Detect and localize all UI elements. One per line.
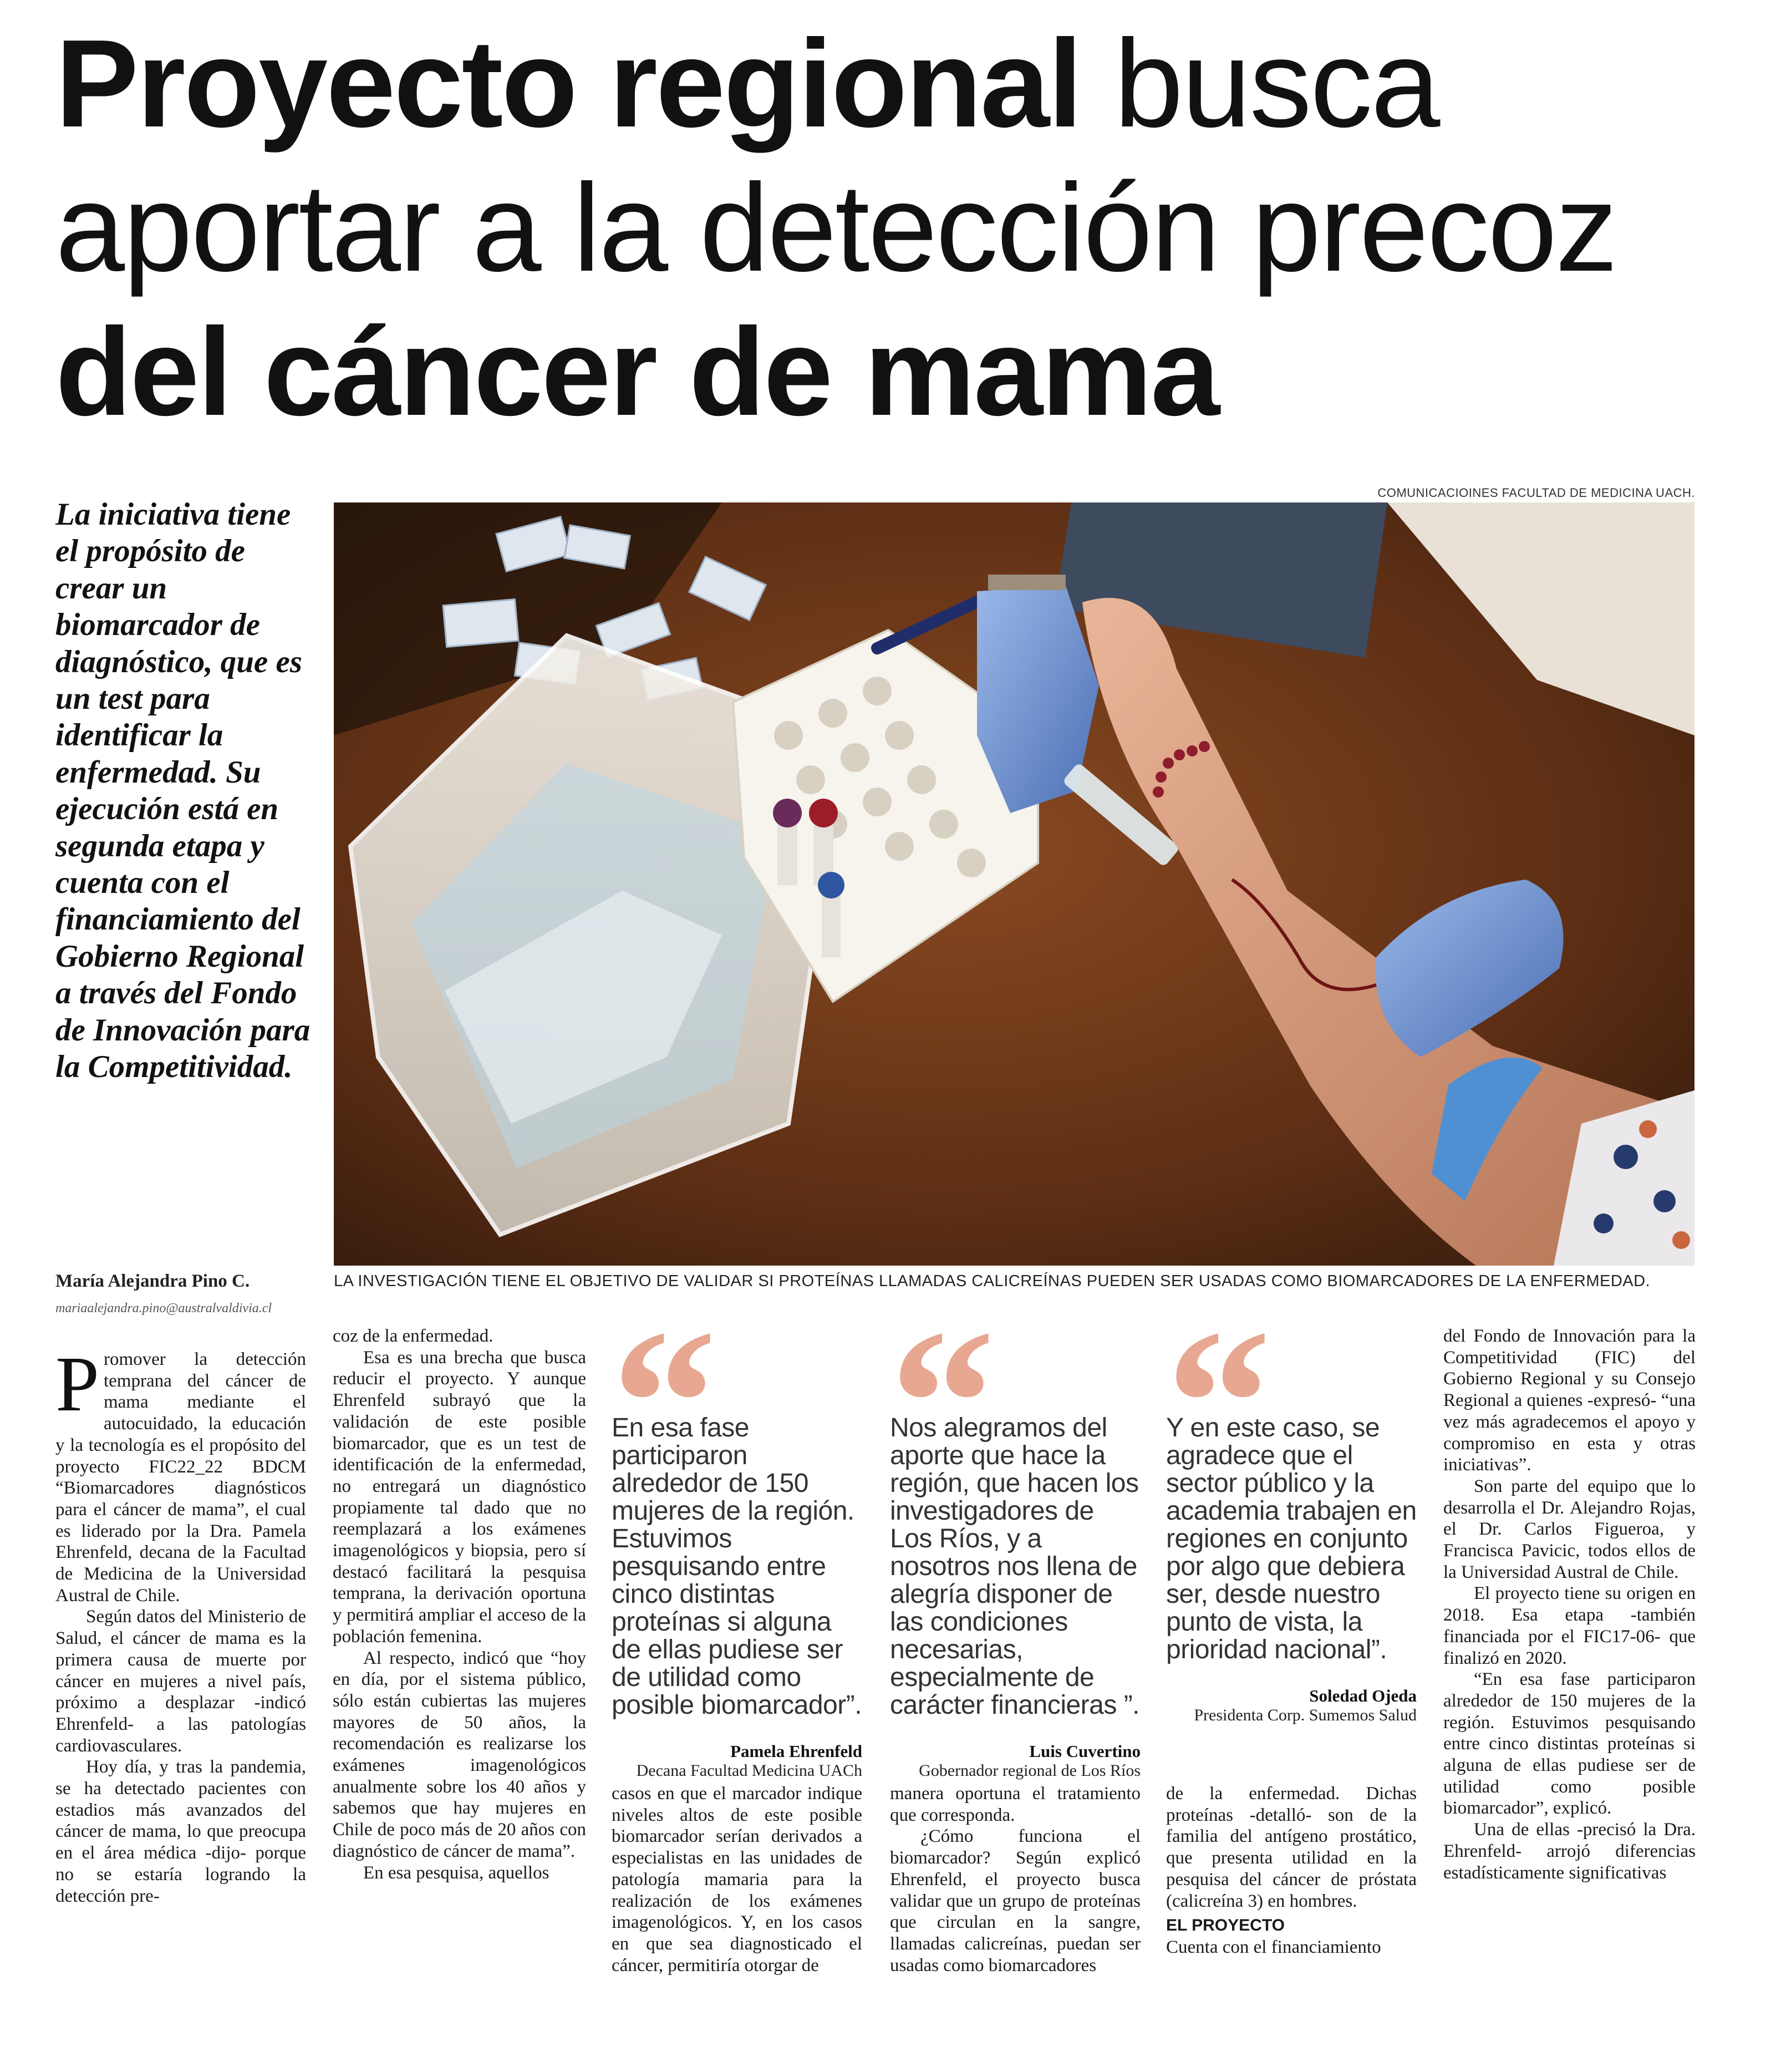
body-paragraph-15: El proyecto tiene su origen en 2018. Esa etapa -también financiada por el FIC17-06- que finalizó en 2020.: [1443, 1583, 1696, 1668]
body-paragraph-11: de la enfermedad. Dichas proteínas -detalló- son de la familia del antígeno prostático, que presenta utilidad en la pesquisa del cáncer de próstata (calicreína 3) en hombres.: [1166, 1784, 1417, 1911]
body-paragraph-17: Una de ellas -precisó la Dra. Ehrenfeld- arrojó diferencias estadísticamente significativas: [1443, 1820, 1696, 1883]
body-paragraph-14: Son parte del equipo que lo desarrolla el Dr. Alejandro Rojas, el Dr. Carlos Figueroa, y Francisca Pavicic, todos ellos de la Universidad Austral de Chile.: [1443, 1476, 1696, 1582]
pull-quote-1: [612, 1320, 862, 1780]
body-column-6: [1443, 1326, 1696, 1883]
drop-cap: P: [55, 1340, 99, 1428]
author-name: María Alejandra Pino C.: [55, 1271, 250, 1291]
photo-credit: COMUNICACIOINES FACULTAD DE MEDICINA UACH.: [1377, 486, 1695, 500]
body-paragraph-2: Según datos del Ministerio de Salud, el cáncer de mama es la primera causa de muerte por cáncer en mujeres a nivel país, próximo a desplazar -indicó Ehrenfeld- a las patologías cardiovasculares.: [55, 1607, 306, 1756]
quote-author: Pamela Ehrenfeld: [730, 1741, 862, 1761]
body-column-4: [890, 1783, 1141, 1976]
quote-mark-icon: [612, 1320, 862, 1414]
body-paragraph-7: En esa pesquisa, aquellos: [363, 1862, 549, 1883]
quote-author: Luis Cuvertino: [1029, 1741, 1141, 1761]
quote-text: Nos alegramos del aporte que hace la región, que hacen los investigadores de Los Ríos, y a nosotros nos llena de alegría disponer de las condiciones necesarias, especialmente de carácter financieras ”.: [890, 1413, 1140, 1720]
body-paragraph-1-text: romover la detección temprana del cáncer de mama mediante el autocuidado, la educación y la tecnología es el propósito del proyecto FIC22_22 BDCM “Biomarcadores diagnósticos para el cáncer de mama”, el cual es liderado por la Dra. Pamela Ehrenfeld, decana de la Facultad de Medicina de la Universidad Austral de Chile.: [55, 1349, 306, 1606]
author-email: mariaalejandra.pino@australvaldivia.cl: [55, 1301, 272, 1316]
body-paragraph-16: “En esa fase participaron alrededor de 150 mujeres de la región. Estuvimos pesquisando entre cinco distintas proteínas si alguna de ellas pudiese ser de utilidad como posible biomarcador”, explicó.: [1443, 1669, 1696, 1819]
headline-light: busca: [1081, 13, 1439, 153]
body-paragraph-6: Al respecto, indicó que “hoy en día, por el sistema público, sólo están cubiertas las mujeres mayores de 50 años, la recomendación es realizarse los exámenes imagenológicos anualmente sobre los 40 años y sabemos que hay mujeres en Chile de poco más de 20 años con diagnóstico de cáncer de mama”.: [333, 1648, 586, 1861]
body-paragraph-3: Hoy día, y tras la pandemia, se ha detectado pacientes con estadios más avanzados del cáncer de mama, lo que preocupa en el área médica -dijo- porque no se estaría logrando la detección pre-: [55, 1757, 306, 1906]
quote-text: En esa fase participaron alrededor de 150 mujeres de la región. Estuvimos pesquisando entre cinco distintas proteínas si alguna de ellas pudiese ser de utilidad como posible biomarcador”.: [612, 1413, 862, 1720]
body-column-1: [55, 1340, 306, 1907]
quote-author-role: Decana Facultad Medicina UACh: [636, 1761, 862, 1780]
headline-line-1: [55, 11, 1719, 155]
headline-line-3: del cáncer de mama: [55, 302, 1219, 441]
body-column-3: [612, 1783, 862, 1976]
headline-bold: Proyecto regional: [55, 13, 1081, 153]
quote-author-role: Presidenta Corp. Sumemos Salud: [1194, 1706, 1417, 1724]
body-column-2: [333, 1326, 586, 1883]
body-paragraph-12: Cuenta con el financiamiento: [1166, 1937, 1381, 1957]
headline: [55, 11, 1719, 444]
body-paragraph-5: Esa es una brecha que busca reducir el proyecto. Y aunque Ehrenfeld subrayó que la validación de este posible biomarcador, que es un test de identificación de la enfermedad, no entregará un diagnóstico propiamente tal dado que no reemplazará a los exámenes imagenológicos y biopsia, pero sí destacó facilitará la pesquisa temprana, la derivación oportuna y permitirá ampliar el acceso de la población femenina.: [333, 1347, 586, 1647]
pull-quote-2: [890, 1320, 1141, 1780]
photo-caption: LA INVESTIGACIÓN TIENE EL OBJETIVO DE VALIDAR SI PROTEÍNAS LLAMADAS CALICREÍNAS PUEDEN SER USADAS COMO BIOMARCADORES DE LA ENFERMEDAD.: [334, 1272, 1651, 1290]
body-paragraph-9: manera oportuna el tratamiento que corresponda.: [890, 1784, 1141, 1825]
section-subheading: EL PROYECTO: [1166, 1916, 1285, 1935]
quote-mark-icon: [890, 1320, 1141, 1414]
quote-text: Y en este caso, se agradece que el sector público y la academia trabajen en regiones en conjunto por algo que debiera ser, desde nuestro punto de vista, la prioridad nacional”.: [1166, 1413, 1417, 1664]
headline-line-2: aportar a la detección precoz: [55, 158, 1616, 297]
article-photo: [334, 502, 1695, 1266]
lead-paragraph: La iniciativa tiene el propósito de crear un biomarcador de diagnóstico, que es un test para identificar la enfermedad. Su ejecución está en segunda etapa y cuenta con el financiamiento del Gobierno Regional a través del Fondo de Innovación para la Competitividad.: [55, 497, 311, 1085]
quote-author: Soledad Ojeda: [1309, 1686, 1417, 1705]
quote-mark-icon: [1166, 1320, 1417, 1414]
body-paragraph-4: coz de la enfermedad.: [333, 1326, 493, 1346]
pull-quote-3: [1166, 1320, 1417, 1725]
body-paragraph-10: ¿Cómo funciona el biomarcador? Según explicó Ehrenfeld, el proyecto busca validar que un grupo de proteínas que circulan en la sangre, llamadas calicreínas, puedan ser usadas como biomarcadores: [890, 1826, 1141, 1975]
quote-author-role: Gobernador regional de Los Ríos: [919, 1761, 1141, 1780]
body-column-5: [1166, 1783, 1417, 1958]
body-paragraph-1: [55, 1340, 306, 1606]
body-paragraph-8: casos en que el marcador indique niveles altos de este posible biomarcador serían derivados a especialistas en las unidades de patología mamaria para la realización de los exámenes imagenológicos. Y, en los casos en que sea diagnosticado el cáncer, permitiría otorgar de: [612, 1784, 862, 1975]
body-paragraph-13: del Fondo de Innovación para la Competitividad (FIC) del Gobierno Regional y su Consejo Regional a quienes -expresó- “una vez más agradecemos el apoyo y compromiso en esta y otras iniciativas”.: [1443, 1326, 1696, 1475]
